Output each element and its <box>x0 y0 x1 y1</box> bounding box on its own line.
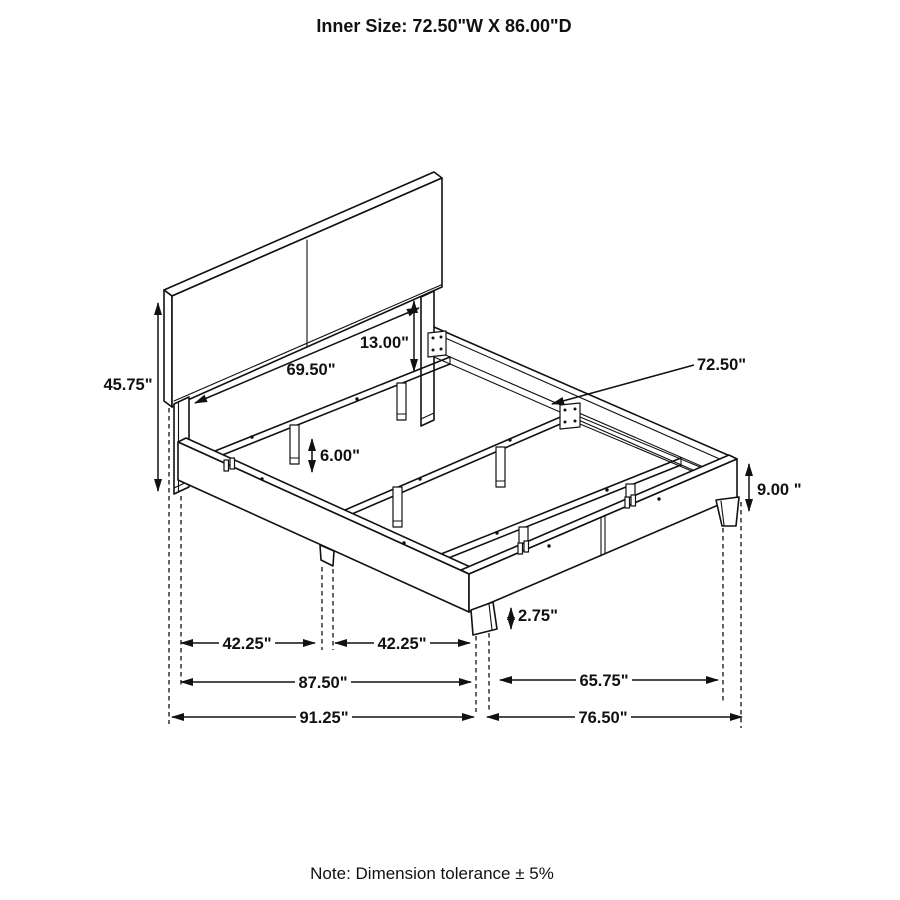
frame-depth-label: 87.50" <box>298 674 348 692</box>
headboard-left-face <box>164 290 172 407</box>
rail-bracket <box>428 331 446 357</box>
left-rail-front-face <box>178 442 469 612</box>
headboard-height-label: 45.75" <box>103 376 153 394</box>
overall-width-label: 76.50" <box>578 709 628 727</box>
right-side-rail <box>434 327 737 484</box>
tolerance-note: Note: Dimension tolerance ± 5% <box>310 864 554 883</box>
side-rail-height-label: 9.00 " <box>757 481 802 499</box>
slat-clip <box>625 497 630 508</box>
rail-joint-bracket <box>560 403 580 429</box>
corner-leg-height-label: 2.75" <box>518 607 558 625</box>
center-rail-leader <box>552 365 694 404</box>
support-leg-height-label: 6.00" <box>320 447 360 465</box>
depth-half-head-label: 42.25" <box>222 635 272 653</box>
horizontal-dimensions <box>172 635 742 727</box>
headboard-right-post <box>421 291 434 426</box>
slat-clip <box>224 460 229 471</box>
depth-half-foot-label: 42.25" <box>377 635 427 653</box>
slat-clip <box>518 543 523 554</box>
headboard <box>164 172 442 494</box>
center-rail-label: 72.50" <box>697 356 747 374</box>
foot-rail-front-face <box>469 459 737 612</box>
panel-gap-label: 13.00" <box>359 334 409 352</box>
headboard-width-label: 69.50" <box>286 361 336 379</box>
center-rail-dimension <box>552 356 746 404</box>
overall-depth-label: 91.25" <box>299 709 349 727</box>
frame-width-label: 65.75" <box>579 672 629 690</box>
right-corner-leg <box>716 497 739 526</box>
page-title: Inner Size: 72.50"W X 86.00"D <box>316 16 572 36</box>
